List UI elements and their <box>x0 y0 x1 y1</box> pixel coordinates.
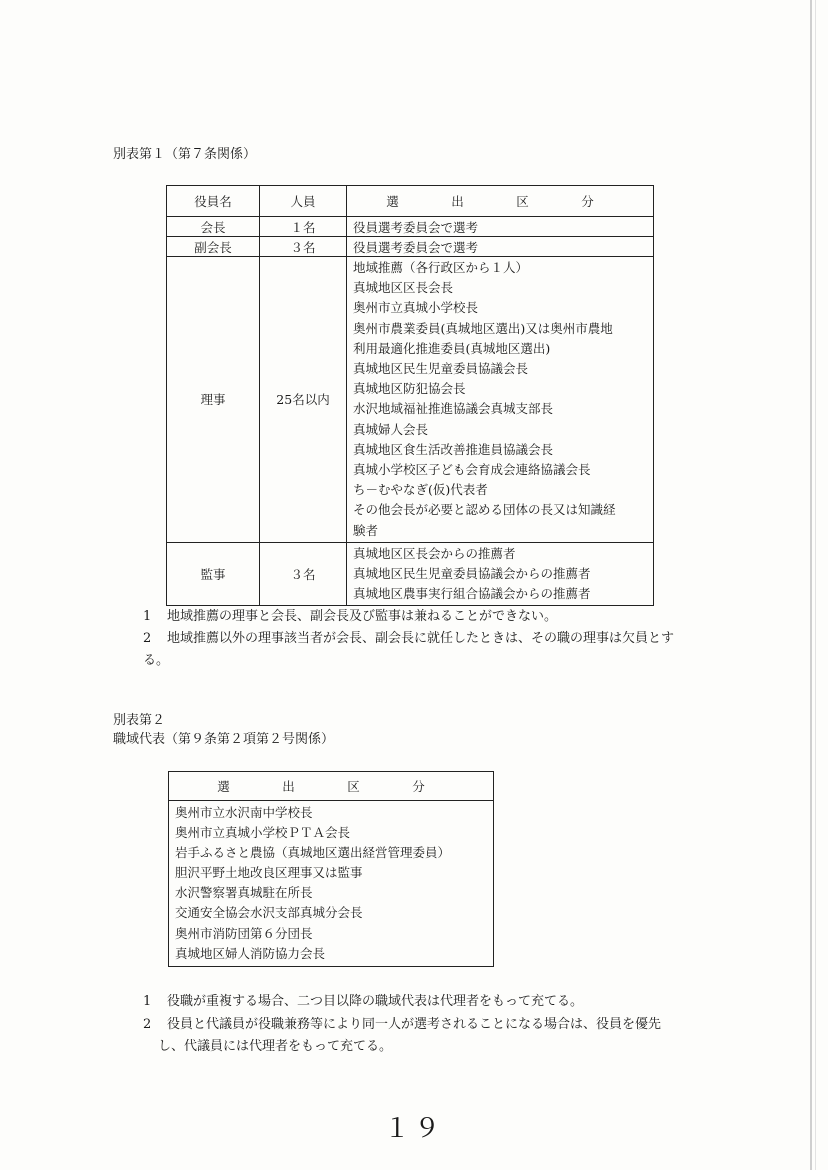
selection-line: 奥州市立真城小学校長 <box>353 300 479 316</box>
selection-line: 真城地区民生児童委員協議会からの推薦者 <box>353 566 591 582</box>
selection-line: 験者 <box>353 522 379 538</box>
selection-line: 真城地区区長会長 <box>353 280 454 296</box>
role-cell: 会長 <box>167 217 260 237</box>
list-item: 胆沢平野土地改良区理事又は監事 <box>175 865 363 881</box>
selection-line: ち－むやなぎ(仮)代表者 <box>353 482 488 498</box>
note-number: 1 <box>143 609 152 624</box>
role-cell: 監事 <box>167 542 260 606</box>
selection-line: 奥州市農業委員(真城地区選出)又は奥州市農地 <box>353 320 613 336</box>
selection-line: 水沢地域福祉推進協議会真城支部長 <box>353 401 554 417</box>
note-number: 1 <box>143 994 152 1009</box>
header-row <box>167 186 654 217</box>
page-edge <box>810 0 812 1170</box>
note-continuation: る。 <box>143 653 170 668</box>
list-item: 真城地区婦人消防協力会長 <box>175 945 326 961</box>
header-row <box>169 772 494 801</box>
role-cell: 理事 <box>167 257 260 543</box>
note-continuation: し、代議員には代理者をもって充てる。 <box>158 1039 393 1054</box>
role-cell: 副会長 <box>167 237 260 257</box>
table1-caption: 別表第１（第７条関係） <box>113 147 257 162</box>
page-edge-shadow <box>815 0 816 1170</box>
table-row <box>167 542 654 606</box>
table-row <box>167 217 654 237</box>
header-count: 人員 <box>260 186 347 217</box>
note <box>143 606 557 628</box>
note <box>143 628 674 650</box>
count-cell: ３名 <box>260 237 347 257</box>
table-row <box>167 257 654 543</box>
selection-cell <box>347 257 654 543</box>
list-cell <box>169 801 494 967</box>
note-text: 役職が重複する場合、二つ目以降の職域代表は代理者をもって充てる。 <box>167 994 584 1009</box>
table-row <box>167 237 654 257</box>
count-cell: ３名 <box>260 542 347 606</box>
representatives-table <box>168 771 494 967</box>
list-item: 水沢警察署真城駐在所長 <box>175 885 313 901</box>
page-number: １９ <box>383 1114 444 1144</box>
header-role: 役員名 <box>167 186 260 217</box>
list-item: 奥州市立真城小学校ＰＴＡ会長 <box>175 825 351 841</box>
selection-cell: 役員選考委員会で選考 <box>347 237 654 257</box>
table2-caption: 別表第２ <box>113 713 166 728</box>
note-number: 2 <box>143 631 152 646</box>
header-selection: 選 出 区 分 <box>347 186 654 217</box>
note <box>143 991 583 1013</box>
note-text: 役員と代議員が役職兼務等により同一人が選考されることになる場合は、役員を優先 <box>167 1017 662 1032</box>
selection-line: 真城地区防犯協会長 <box>353 381 466 397</box>
note <box>143 1014 661 1036</box>
table-row <box>169 801 494 967</box>
officers-table <box>166 185 654 606</box>
note-number: 2 <box>143 1017 152 1032</box>
table2-subcaption: 職域代表（第９条第２項第２号関係） <box>113 732 335 747</box>
list-item: 岩手ふるさと農協（真城地区選出経営管理委員） <box>175 845 451 861</box>
selection-line: 真城地区農事実行組合協議会からの推薦者 <box>353 586 591 602</box>
selection-line: 真城地区民生児童委員協議会長 <box>353 361 529 377</box>
list-item: 交通安全協会水沢支部真城分会長 <box>175 905 363 921</box>
header-selection: 選 出 区 分 <box>169 772 494 801</box>
selection-line: 真城地区食生活改善推進員協議会長 <box>353 441 554 457</box>
selection-line: 真城小学校区子ども会育成会連絡協議会長 <box>353 462 591 478</box>
list-item: 奥州市消防団第６分団長 <box>175 925 313 941</box>
list-item: 奥州市立水沢南中学校長 <box>175 805 313 820</box>
selection-line: 地域推薦（各行政区から１人） <box>353 260 529 275</box>
note-text: 地域推薦以外の理事該当者が会長、副会長に就任したときは、その職の理事は欠員とす <box>167 631 675 646</box>
selection-line: 真城婦人会長 <box>353 421 429 437</box>
count-cell: １名 <box>260 217 347 237</box>
selection-line: その他会長が必要と認める団体の長又は知識経 <box>353 502 616 518</box>
count-cell: 25名以内 <box>260 257 347 543</box>
selection-cell <box>347 542 654 606</box>
selection-line: 真城地区区長会からの推薦者 <box>353 545 516 561</box>
note-text: 地域推薦の理事と会長、副会長及び監事は兼ねることができない。 <box>167 609 558 624</box>
selection-line: 利用最適化推進委員(真城地区選出) <box>353 340 551 356</box>
selection-cell: 役員選考委員会で選考 <box>347 217 654 237</box>
